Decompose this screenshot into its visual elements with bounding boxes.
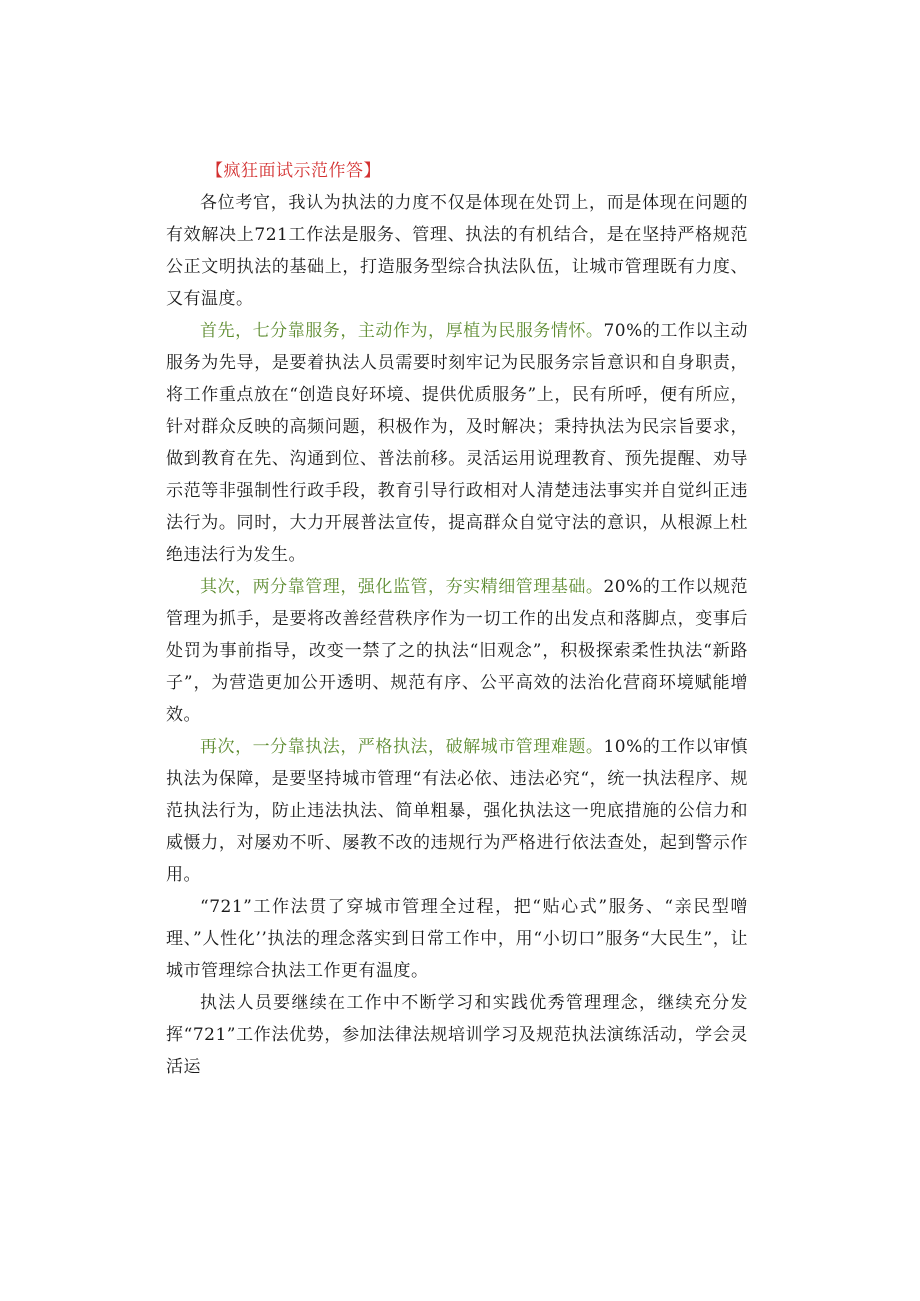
paragraph-management — [166, 571, 748, 731]
paragraph-continuation — [166, 987, 748, 1083]
paragraph-text: 各位考官，我认为执法的力度不仅是体现在处罚上，而是体现在问题的有效解决上721工作法是服务、管理、执法的有机结合，是在坚持严格规范公正文明执法的基础上，打造服务型综合执法队伍，让城市管理既有力度、又有温度。 — [166, 193, 748, 309]
paragraph-text: 20%的工作以规范管理为抓手，是要将改善经营秩序作为一切工作的出发点和落脚点，变事后处罚为事前指导，改变一禁了之的执法“旧观念”，积极探索柔性执法“新路子”，为营造更加公开透明、规范有序、公平高效的法治化营商环境赋能增效。 — [166, 577, 748, 725]
paragraph-lead: 首先，七分靠服务，主动作为，厚植为民服务情怀。 — [200, 321, 604, 341]
paragraph-summary — [166, 891, 748, 987]
document-page — [166, 155, 748, 1083]
paragraph-text: “721”工作法贯了穿城市管理全过程，把“贴心式”服务、“亲民型噌理、”人性化’’执法的理念落实到日常工作中，用“小切口”服务“大民生”，让城市管理综合执法工作更有温度。 — [166, 897, 748, 981]
paragraph-enforcement — [166, 731, 748, 891]
paragraph-lead: 其次，两分靠管理，强化监管，夯实精细管理基础。 — [200, 577, 604, 597]
paragraph-intro — [166, 187, 748, 315]
paragraph-service — [166, 315, 748, 571]
answer-heading — [206, 155, 748, 187]
heading-text: 【疯狂面试示范作答】 — [206, 161, 381, 181]
paragraph-lead: 再次，一分靠执法，严格执法，破解城市管理难题。 — [200, 737, 604, 757]
paragraph-text: 10%的工作以审慎执法为保障，是要坚持城市管理“有法必依、违法必究“，统一执法程序、规范执法行为，防止违法执法、简单粗暴，强化执法这一兜底措施的公信力和威慑力，对屡劝不听、屡教不改的违规行为严格进行依法查处，起到警示作用。 — [166, 737, 748, 885]
paragraph-text: 执法人员要继续在工作中不断学习和实践优秀管理理念，继续充分发挥“721”工作法优势，参加法律法规培训学习及规范执法演练活动，学会灵活运 — [166, 993, 748, 1077]
paragraph-text: 70%的工作以主动服务为先导，是要着执法人员需要时刻牢记为民服务宗旨意识和自身职责，将工作重点放在“创造良好环境、提供优质服务”上，民有所呼，便有所应，针对群众反映的高频问题，积极作为，及时解决；秉持执法为民宗旨要求，做到教育在先、沟通到位、普法前移。灵活运用说理教育、预先提醒、劝导示范等非强制性行政手段，教育引导行政相对人清楚违法事实并自觉纠正违法行为。同时，大力开展普法宣传，提高群众自觉守法的意识，从根源上杜绝违法行为发生。 — [166, 321, 748, 565]
